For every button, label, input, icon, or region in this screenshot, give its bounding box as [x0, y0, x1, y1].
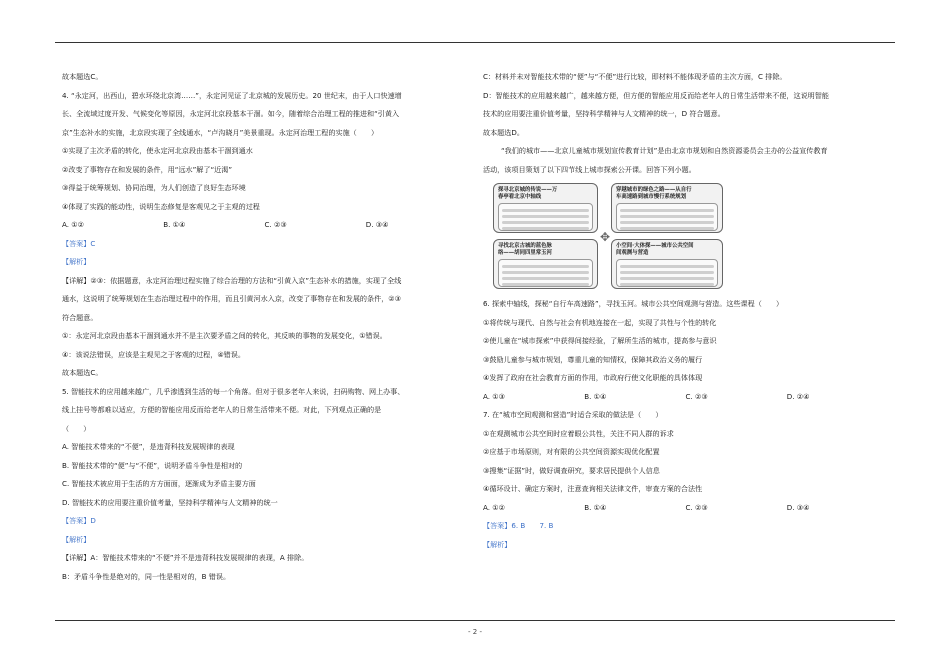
question-7-statement: ④循环设计、确定方案时，注意查询相关法律文件，审查方案的合法性 [483, 484, 703, 493]
choice-d: D. ③④ [786, 502, 810, 512]
choice-d: D. ②④ [786, 391, 810, 401]
explanation-line: ①：永定河北京段由基本干涸到通水并不是主次要矛盾之间的转化，其反映的事物的发展变化，①错误。 [62, 331, 387, 340]
course-figure [493, 183, 723, 289]
course-panel [493, 183, 598, 233]
choice-b: B. ①④ [584, 502, 607, 512]
question-4-choices [62, 218, 467, 233]
question-7-statement: ③搜集“证据”时，做好调查研究，要求居民提供个人信息 [483, 465, 660, 475]
panel-title: 春亭看北京中轴线 [498, 194, 542, 200]
question-4-statement: ②改变了事物存在和发展的条件，用“远水”解了“近渴” [62, 164, 233, 174]
choice-c: C. 智能技术被应用于生活的方方面面，逐渐成为矛盾主要方面 [62, 479, 256, 488]
bottom-rule [55, 620, 895, 621]
analysis-label: 【解析】 [483, 539, 512, 549]
question-5-stem: 线上挂号等都难以适应，方便的智能应用反而给老年人的日常生活带来不便。对此，下列观点正确的是 [62, 405, 382, 414]
question-5-stem: （ ） [62, 423, 91, 433]
course-panel [493, 239, 598, 289]
panel-title: 间观测与营造 [616, 250, 649, 256]
course-panel [611, 239, 723, 289]
choice-a: A. ①② [62, 220, 84, 229]
choice-c: C. ②③ [685, 391, 708, 401]
question-4-statement: ③得益于统筹规划、协同治理，为人们创造了良好生态环境 [62, 183, 246, 192]
question-5-stem: 5. 智能技术的应用越来越广，几乎渗透到生活的每一个角落。但对于很多老年人来说，扫码购物、网上办事、 [62, 386, 405, 396]
explanation-line: 通水，这说明了统筹规划在生态治理过程中的作用，而且引黄河水入京，改变了事物存在和发展的条件，②③ [62, 294, 402, 303]
question-6-stem: 6. 探索中轴线，探秘“自行车高速路”，寻找玉河。城市公共空间观测与营造。这些课程（ ） [483, 299, 784, 308]
choice-a: A. 智能技术带来的“不便”，是违背科技发展规律的表现 [62, 442, 235, 451]
question-7-choices [483, 501, 888, 516]
cross-arrows-icon: ✥ [599, 230, 611, 244]
explanation-line: 故本题选C。 [62, 368, 103, 377]
explanation-line: 【详解】A：智能技术带来的“不便”并不是违背科技发展规律的表现，A 排除。 [62, 553, 309, 562]
material-intro: “我们的城市——北京儿童城市规划宣传教育计划”是由北京市规划和自然资源委员会主办的公益宣传教育 [501, 146, 828, 155]
question-6-choices [483, 390, 888, 405]
question-4-stem: 京”生态补水的实施，北京段实现了全线通水，“卢沟晓月”美景重现。永定河治理工程的实施（ ） [62, 127, 379, 137]
choice-a: A. ①③ [483, 391, 505, 401]
panel-title: 小空间·大体探——城市公共空间 [616, 243, 694, 249]
page-number: - 2 - [468, 628, 482, 636]
question-4-stem: 4. “永定河，出西山，碧水环绕北京湾……”，永定河见证了北京城的发展历史。20 世纪末，由于人口快速增 [62, 90, 402, 100]
text-line: 故本题选D。 [483, 127, 524, 137]
panel-title: 探寻北京城的传说——万 [498, 187, 558, 193]
choice-d: D. ③④ [365, 220, 389, 229]
left-column [62, 70, 467, 584]
explanation-line: 符合题意。 [62, 312, 98, 322]
course-panel [611, 183, 723, 233]
explanation-line: ④：该说法错误，应该是主观见之于客观的过程，④错误。 [62, 349, 245, 359]
question-6-statement: ①将传统与现代、自然与社会有机地连接在一起，实现了共性与个性的转化 [483, 317, 717, 327]
explanation-line: 技术的应用要注重价值考量，坚持科学精神与人文精神的统一，D 符合题意。 [483, 109, 725, 118]
choice-d: D. 智能技术的应用要注重价值考量，坚持科学精神与人文精神的统一 [62, 497, 278, 507]
question-7-statement: ②应基于市场原则，对有限的公共空间资源实现优化配置 [483, 447, 660, 456]
answer-label: 【答案】6. B 7. B [483, 521, 554, 530]
analysis-label: 【解析】 [62, 257, 91, 266]
panel-title: 络——胡同四里常玉河 [498, 250, 552, 256]
material-intro: 活动，该项目策划了以下四节线上城市探索公开课。回答下列小题。 [483, 164, 696, 174]
choice-c: C. ②③ [685, 502, 708, 512]
choice-b: B. ①④ [163, 220, 186, 229]
explanation-line: 【详解】②③：依据题意，永定河治理过程实施了综合治理的方法和“引黄入京”生态补水的措施，实现了全线 [62, 275, 402, 285]
panel-body [616, 259, 718, 287]
answer-label: 【答案】C [62, 238, 96, 248]
panel-title: 寻找北京古城的蓝色脉 [498, 243, 552, 249]
question-6-statement: ②使儿童在“城市探索”中获得间接经验，了解所生活的城市，提高参与意识 [483, 336, 717, 345]
right-column [483, 70, 888, 552]
text-line: 故本题选C。 [62, 72, 103, 81]
question-4-statement: ④体现了实践的能动性，说明生态修复是客观见之于主观的过程 [62, 201, 260, 211]
answer-label: 【答案】D [62, 516, 96, 525]
question-4-stem: 长、全流域过度开发、气候变化等原因，永定河北京段基本干涸。如今，随着综合治理工程的推进和“引黄入 [62, 109, 400, 118]
panel-title: 车高速路到城市慢行系统规划 [616, 194, 687, 200]
question-7-stem: 7. 在“城市空间观测和营造”时适合采取的做法是（ ） [483, 410, 663, 419]
choice-a: A. ①② [483, 502, 505, 512]
panel-body [498, 259, 593, 287]
choice-c: C. ②③ [264, 220, 287, 229]
question-4-statement: ①实现了主次矛盾的转化，使永定河北京段由基本干涸到通水 [62, 146, 253, 155]
question-6-statement: ④发挥了政府在社会教育方面的作用，市政府行使文化职能的具体体现 [483, 373, 703, 382]
explanation-line: C：材料并未对智能技术带的“便”与“不便”进行比较，即材料不能体现矛盾的主次方面，C 排除。 [483, 72, 787, 81]
top-rule [55, 42, 895, 43]
explanation-line: B：矛盾斗争性是绝对的，同一性是相对的，B 错误。 [62, 571, 231, 581]
question-7-statement: ①在观测城市公共空间时应着眼公共性，关注不同人群的诉求 [483, 428, 674, 438]
panel-body [616, 203, 718, 231]
question-6-statement: ③鼓励儿童参与城市规划，尊重儿童的知情权，保障其政治义务的履行 [483, 354, 703, 364]
choice-b: B. 智能技术带的“便”与“不便”，说明矛盾斗争性是相对的 [62, 460, 243, 470]
panel-body [498, 203, 593, 231]
analysis-label: 【解析】 [62, 534, 91, 544]
explanation-line: D：智能技术的应用越来越广，越来越方便，但方便的智能应用反而给老年人的日常生活带来不便，这说明智能 [483, 90, 829, 100]
panel-title: 穿越城市的绿色之路——从自行 [616, 187, 692, 193]
choice-b: B. ①④ [584, 391, 607, 401]
